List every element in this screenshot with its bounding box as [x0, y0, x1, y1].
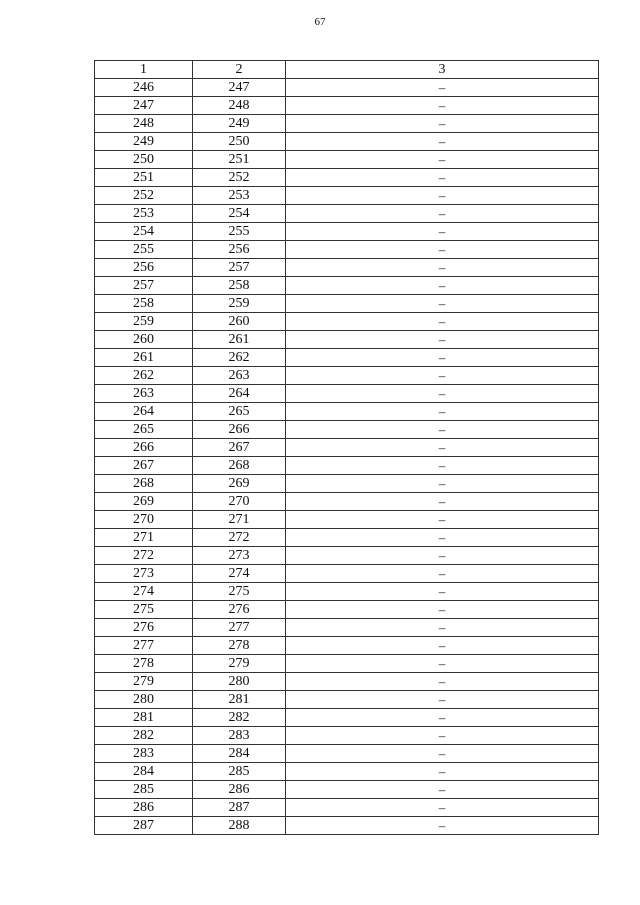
table-cell-col-2: 275	[193, 583, 286, 601]
table-cell-col-2: 286	[193, 781, 286, 799]
table-cell-col-1: 275	[95, 601, 193, 619]
table-cell-col-3: –	[286, 223, 599, 241]
table-cell-col-2: 254	[193, 205, 286, 223]
table-cell-col-1: 268	[95, 475, 193, 493]
table-cell-col-1: 276	[95, 619, 193, 637]
table-cell-col-2: 255	[193, 223, 286, 241]
table-row	[95, 421, 599, 439]
table-cell-col-2: 249	[193, 115, 286, 133]
table-cell-col-3: –	[286, 601, 599, 619]
table-cell-col-1: 267	[95, 457, 193, 475]
table-row	[95, 205, 599, 223]
table-cell-col-1: 260	[95, 331, 193, 349]
table-cell-col-3: –	[286, 133, 599, 151]
table-cell-col-2: 282	[193, 709, 286, 727]
table-cell-col-2: 283	[193, 727, 286, 745]
table-row	[95, 115, 599, 133]
table-cell-col-2: 263	[193, 367, 286, 385]
table-cell-col-3: –	[286, 763, 599, 781]
table-cell-col-2: 272	[193, 529, 286, 547]
table-cell-col-2: 281	[193, 691, 286, 709]
table-cell-col-3: –	[286, 547, 599, 565]
table-cell-col-1: 255	[95, 241, 193, 259]
table-cell-col-2: 257	[193, 259, 286, 277]
table-cell-col-3: –	[286, 421, 599, 439]
table-cell-col-2: 268	[193, 457, 286, 475]
table-row	[95, 547, 599, 565]
table-row	[95, 295, 599, 313]
table-row	[95, 475, 599, 493]
page-number: 67	[314, 16, 326, 28]
data-table	[94, 60, 599, 835]
table-cell-col-2: 264	[193, 385, 286, 403]
table-cell-col-3: –	[286, 97, 599, 115]
table-row	[95, 655, 599, 673]
table-cell-col-1: 258	[95, 295, 193, 313]
table-cell-col-2: 287	[193, 799, 286, 817]
table-cell-col-1: 254	[95, 223, 193, 241]
table-cell-col-3: –	[286, 403, 599, 421]
table-cell-col-2: 266	[193, 421, 286, 439]
table-cell-col-1: 261	[95, 349, 193, 367]
table-row	[95, 439, 599, 457]
table-row	[95, 583, 599, 601]
table-cell-col-1: 262	[95, 367, 193, 385]
table-cell-col-1: 247	[95, 97, 193, 115]
table-cell-col-3: –	[286, 151, 599, 169]
table-cell-col-2: 277	[193, 619, 286, 637]
table-cell-col-1: 278	[95, 655, 193, 673]
table-cell-col-1: 263	[95, 385, 193, 403]
table-cell-col-3: –	[286, 349, 599, 367]
table-row	[95, 169, 599, 187]
table-cell-col-1: 279	[95, 673, 193, 691]
table-cell-col-1: 253	[95, 205, 193, 223]
table-cell-col-2: 261	[193, 331, 286, 349]
table-cell-col-1: 250	[95, 151, 193, 169]
table-cell-col-3: –	[286, 691, 599, 709]
table-cell-col-1: 271	[95, 529, 193, 547]
table-cell-col-3: –	[286, 187, 599, 205]
table-cell-col-2: 274	[193, 565, 286, 583]
table-row	[95, 745, 599, 763]
table-cell-col-1: 272	[95, 547, 193, 565]
table-cell-col-2: 278	[193, 637, 286, 655]
table-row	[95, 565, 599, 583]
table-cell-col-3: –	[286, 673, 599, 691]
table-cell-col-1: 286	[95, 799, 193, 817]
table-row	[95, 403, 599, 421]
table-cell-col-1: 259	[95, 313, 193, 331]
table-cell-col-3: –	[286, 439, 599, 457]
table-row	[95, 259, 599, 277]
table-cell-col-2: 273	[193, 547, 286, 565]
table-cell-col-2: 258	[193, 277, 286, 295]
table-row	[95, 223, 599, 241]
table-cell-col-3: –	[286, 709, 599, 727]
column-header-3: 3	[286, 61, 599, 79]
table-cell-col-3: –	[286, 583, 599, 601]
table-cell-col-1: 277	[95, 637, 193, 655]
table-cell-col-2: 284	[193, 745, 286, 763]
table-cell-col-1: 285	[95, 781, 193, 799]
table-row	[95, 493, 599, 511]
table-cell-col-3: –	[286, 205, 599, 223]
table-cell-col-2: 271	[193, 511, 286, 529]
table-row	[95, 727, 599, 745]
table-row	[95, 529, 599, 547]
table-cell-col-2: 256	[193, 241, 286, 259]
table-cell-col-3: –	[286, 367, 599, 385]
table-cell-col-3: –	[286, 565, 599, 583]
table-row	[95, 151, 599, 169]
table-cell-col-3: –	[286, 331, 599, 349]
table-row	[95, 511, 599, 529]
table-cell-col-1: 283	[95, 745, 193, 763]
table-body	[95, 79, 599, 835]
column-header-2: 2	[193, 61, 286, 79]
table-cell-col-2: 267	[193, 439, 286, 457]
table-cell-col-3: –	[286, 79, 599, 97]
table-cell-col-3: –	[286, 313, 599, 331]
table-row	[95, 799, 599, 817]
table-cell-col-3: –	[286, 457, 599, 475]
table-row	[95, 349, 599, 367]
table-row	[95, 331, 599, 349]
table-row	[95, 709, 599, 727]
table-header-row	[95, 61, 599, 79]
table-cell-col-3: –	[286, 169, 599, 187]
table-cell-col-1: 281	[95, 709, 193, 727]
table-cell-col-2: 259	[193, 295, 286, 313]
table-cell-col-2: 269	[193, 475, 286, 493]
table-cell-col-3: –	[286, 241, 599, 259]
table-row	[95, 367, 599, 385]
table-cell-col-2: 262	[193, 349, 286, 367]
table-cell-col-3: –	[286, 277, 599, 295]
table-cell-col-3: –	[286, 529, 599, 547]
table-row	[95, 385, 599, 403]
table-cell-col-2: 265	[193, 403, 286, 421]
table-row	[95, 457, 599, 475]
table-cell-col-1: 257	[95, 277, 193, 295]
table-cell-col-3: –	[286, 259, 599, 277]
table-row	[95, 763, 599, 781]
table-cell-col-1: 274	[95, 583, 193, 601]
table-cell-col-1: 280	[95, 691, 193, 709]
table-cell-col-2: 288	[193, 817, 286, 835]
table-cell-col-3: –	[286, 817, 599, 835]
table-cell-col-1: 256	[95, 259, 193, 277]
table-cell-col-1: 273	[95, 565, 193, 583]
table-row	[95, 241, 599, 259]
table-cell-col-3: –	[286, 799, 599, 817]
table-cell-col-1: 249	[95, 133, 193, 151]
table-cell-col-2: 285	[193, 763, 286, 781]
table-cell-col-1: 246	[95, 79, 193, 97]
table-row	[95, 79, 599, 97]
table-cell-col-3: –	[286, 115, 599, 133]
table-cell-col-3: –	[286, 655, 599, 673]
table-row	[95, 133, 599, 151]
table-row	[95, 817, 599, 835]
table-cell-col-2: 247	[193, 79, 286, 97]
table-row	[95, 673, 599, 691]
table-row	[95, 781, 599, 799]
table-row	[95, 277, 599, 295]
table-cell-col-1: 251	[95, 169, 193, 187]
table-cell-col-2: 279	[193, 655, 286, 673]
table-cell-col-1: 270	[95, 511, 193, 529]
table-cell-col-1: 264	[95, 403, 193, 421]
table-row	[95, 691, 599, 709]
table-cell-col-1: 287	[95, 817, 193, 835]
table-cell-col-2: 260	[193, 313, 286, 331]
table-cell-col-3: –	[286, 295, 599, 313]
table-cell-col-1: 284	[95, 763, 193, 781]
table-row	[95, 313, 599, 331]
table-cell-col-3: –	[286, 385, 599, 403]
table-row	[95, 97, 599, 115]
table-cell-col-1: 269	[95, 493, 193, 511]
table-cell-col-3: –	[286, 619, 599, 637]
table-cell-col-1: 252	[95, 187, 193, 205]
table-cell-col-3: –	[286, 745, 599, 763]
table-cell-col-1: 248	[95, 115, 193, 133]
table-cell-col-2: 250	[193, 133, 286, 151]
column-header-1: 1	[95, 61, 193, 79]
table-cell-col-3: –	[286, 475, 599, 493]
table-cell-col-2: 248	[193, 97, 286, 115]
table-cell-col-2: 280	[193, 673, 286, 691]
table-cell-col-2: 251	[193, 151, 286, 169]
table-row	[95, 619, 599, 637]
table-row	[95, 637, 599, 655]
table-cell-col-3: –	[286, 493, 599, 511]
table-cell-col-3: –	[286, 727, 599, 745]
table-cell-col-3: –	[286, 637, 599, 655]
table-cell-col-3: –	[286, 511, 599, 529]
table-cell-col-1: 266	[95, 439, 193, 457]
table-cell-col-2: 270	[193, 493, 286, 511]
table-header	[95, 61, 599, 79]
table-cell-col-2: 276	[193, 601, 286, 619]
table-cell-col-2: 252	[193, 169, 286, 187]
table-cell-col-1: 282	[95, 727, 193, 745]
table-row	[95, 187, 599, 205]
table-cell-col-2: 253	[193, 187, 286, 205]
table-cell-col-3: –	[286, 781, 599, 799]
table-row	[95, 601, 599, 619]
table-cell-col-1: 265	[95, 421, 193, 439]
